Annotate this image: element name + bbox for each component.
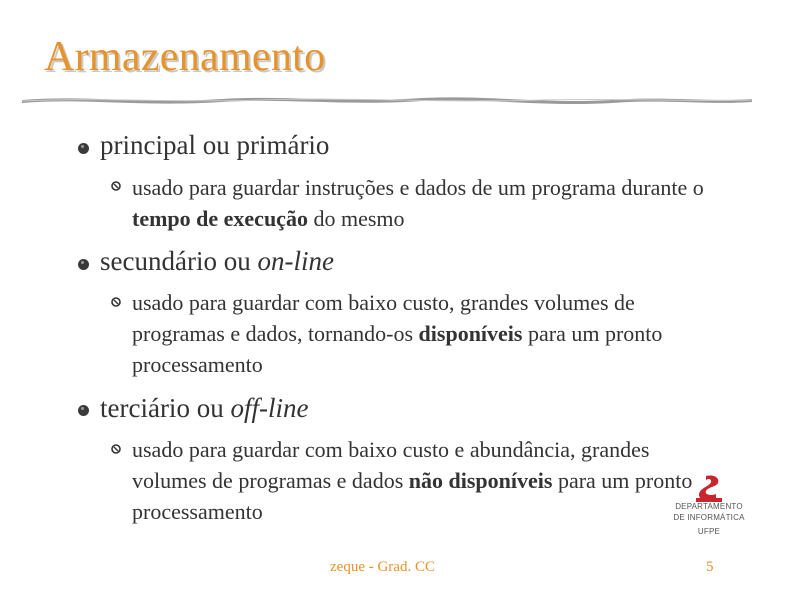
sub-bullet-icon <box>111 444 121 454</box>
sub-bullet-text: usado para guardar instruções e dados de um programa durante o tempo de execução do mesmo <box>132 175 704 231</box>
bullet-dot-icon <box>78 259 89 270</box>
emphasis: não disponíveis <box>408 468 553 493</box>
sub-bullet-icon <box>111 181 121 191</box>
sub-bullet-icon <box>111 297 121 307</box>
bullet-dot-icon <box>78 405 89 416</box>
logo-text-line: DEPARTAMENTO <box>675 502 743 511</box>
page-number: 5 <box>706 559 714 575</box>
bullet-heading: principal ou primário <box>100 130 330 160</box>
sub-bullet-text: usado para guardar com baixo custo, grandes volumes de programas e dados, tornando-os disponíveis para um pronto processamento <box>132 290 663 377</box>
slide-title: Armazenamento <box>44 34 326 80</box>
logo-text-line: DE INFORMÁTICA <box>673 513 745 522</box>
bullet-dot-icon <box>78 143 89 154</box>
bullet-heading: secundário ou on-line <box>100 246 334 276</box>
sub-bullet-text: usado para guardar com baixo custo e abundância, grandes volumes de programas e dados não disponíveis para um pronto processamento <box>132 437 693 524</box>
bullet-heading: terciário ou off-line <box>100 393 309 423</box>
emphasis: tempo de execução <box>132 206 308 231</box>
footer-author: zeque - Grad. CC <box>330 559 435 575</box>
emphasis: disponíveis <box>418 321 523 346</box>
logo-text-line: UFPE <box>697 527 721 536</box>
